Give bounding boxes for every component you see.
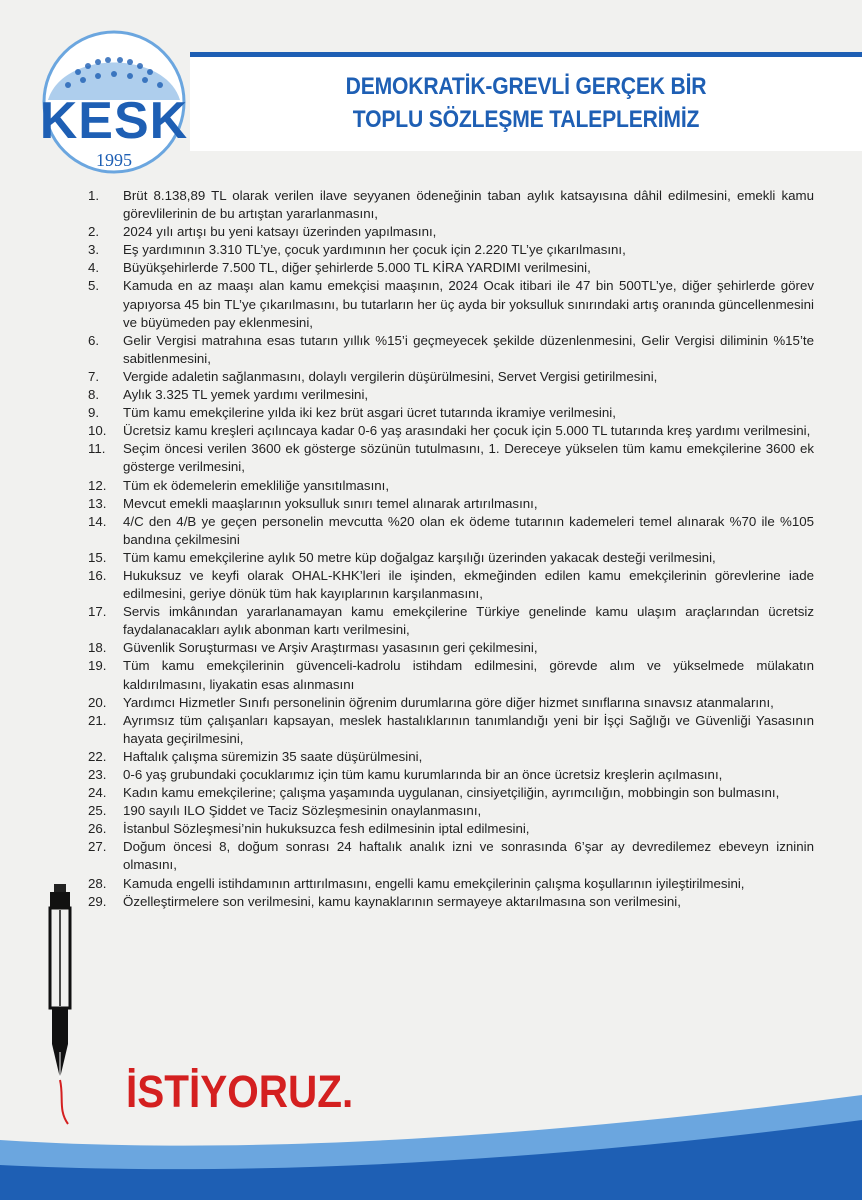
demand-number: 13. xyxy=(88,495,107,511)
demand-text: Brüt 8.138,89 TL olarak verilen ilave seyyanen ödeneğinin taban aylık katsayısına dâhil edilmesini, emekli kamu görevlilerinin de bu artıştan yararlanmasını, xyxy=(123,188,814,222)
demand-text: Yardımcı Hizmetler Sınıfı personelinin öğrenim durumlarına göre diğer hizmet sınıflarına sınavsız atanmalarını, xyxy=(123,694,774,710)
demand-number: 14. xyxy=(88,513,107,529)
demand-item xyxy=(88,802,814,820)
demand-number: 29. xyxy=(88,893,107,909)
demand-text: Tüm kamu emekçilerinin güvenceli-kadrolu istihdam edilmesini, görevde alım ve yükselmede mülakatın kaldırılmasını, liyakatin esas alınmasını xyxy=(123,658,814,692)
kesk-logo-text: KESK xyxy=(39,92,189,150)
demand-item xyxy=(88,712,814,748)
demand-number: 25. xyxy=(88,803,107,819)
demand-number: 7. xyxy=(88,368,100,384)
demand-item xyxy=(88,513,814,549)
demand-item xyxy=(88,694,814,712)
fountain-pen-icon xyxy=(40,882,80,1127)
demand-item xyxy=(88,766,814,784)
demand-text: 0-6 yaş grubundaki çocuklarımız için tüm kamu kurumlarında bir an önce ücretsiz kreşlerin açılmasını, xyxy=(123,767,723,782)
demand-text: Özelleştirmelere son verilmesini, kamu kaynaklarının sermayeye aktarılmasına son verilmesini, xyxy=(123,893,681,909)
demand-item xyxy=(88,748,814,766)
demand-number: 23. xyxy=(88,767,107,782)
demand-item xyxy=(88,259,814,277)
kesk-logo xyxy=(28,30,200,180)
demand-text: Ücretsiz kamu kreşleri açılıncaya kadar 0-6 yaş arasındaki her çocuk için 5.000 TL tutarında kreş yardımı verilmesini, xyxy=(123,423,811,439)
demand-number: 11. xyxy=(88,441,106,457)
demand-text: Güvenlik Soruşturması ve Arşiv Araştırması yasasının geri çekilmesini, xyxy=(123,640,538,656)
demand-text: Ayrımsız tüm çalışanları kapsayan, meslek hastalıklarının tanımlandığı yeni bir İşçi Sağlığı ve Güvenliği Yasasının hayata geçirilmesini, xyxy=(123,712,814,746)
demand-text: 2024 yılı artışı bu yeni katsayı üzerinden yapılmasını, xyxy=(123,224,437,240)
demand-number: 4. xyxy=(88,260,100,276)
demand-item xyxy=(88,820,814,838)
demand-text: İstanbul Sözleşmesi’nin hukuksuzca fesh edilmesinin iptal edilmesini, xyxy=(123,821,530,837)
demand-number: 6. xyxy=(88,332,100,348)
demand-number: 15. xyxy=(88,549,107,565)
demand-text: Gelir Vergisi matrahına esas tutarın yıllık %15’i geçmeyecek şekilde düzenlenmesini, Gelir Vergisi diliminin %15’te sabitlenmesini, xyxy=(123,332,814,366)
demand-number: 12. xyxy=(88,477,107,493)
demand-item xyxy=(88,567,814,603)
demand-item xyxy=(88,893,814,911)
demand-number: 2. xyxy=(88,224,100,240)
demand-item xyxy=(88,422,814,440)
demand-item xyxy=(88,440,814,476)
demand-text: Haftalık çalışma süremizin 35 saate düşürülmesini, xyxy=(123,748,423,764)
demand-item xyxy=(88,332,814,368)
demands-list xyxy=(88,187,814,911)
demand-item xyxy=(88,875,814,893)
demand-text: Tüm ek ödemelerin emekliliğe yansıtılmasını, xyxy=(123,477,390,493)
header-title-line2: TOPLU SÖZLEŞME TALEPLERİMİZ xyxy=(352,106,700,133)
demand-text: Servis imkânından yararlanamayan kamu emekçilerine Türkiye genelinde kamu ulaşım araçlarından ücretsiz faydalanacakları aylık abonman kartı verilmesini, xyxy=(123,604,814,638)
demand-item xyxy=(88,277,814,331)
demand-item xyxy=(88,639,814,657)
demand-number: 5. xyxy=(88,278,100,294)
demand-number: 24. xyxy=(88,785,107,801)
demand-text: Hukuksuz ve keyfi olarak OHAL-KHK’leri ile işinden, ekmeğinden edilen kamu emekçilerinin görevlerine iade edilmesini, geriye dönük tüm hak kayıplarının karşılanmasını, xyxy=(123,567,814,602)
demand-text: Seçim öncesi verilen 3600 ek gösterge sözünün tutulmasını, 1. Dereceye yükselen tüm kamu emekçilerine 3600 ek gösterge verilmesini, xyxy=(123,441,814,475)
demand-text: Aylık 3.325 TL yemek yardımı verilmesini, xyxy=(123,387,369,403)
demand-text: 190 sayılı ILO Şiddet ve Taciz Sözleşmesinin onaylanmasını, xyxy=(123,803,482,819)
demand-item xyxy=(88,223,814,241)
demand-number: 26. xyxy=(88,821,107,837)
demand-text: Tüm kamu emekçilerine yılda iki kez brüt asgari ücret tutarında ikramiye verilmesini, xyxy=(123,405,616,421)
demand-number: 22. xyxy=(88,748,107,764)
demand-text: 4/C den 4/B ye geçen personelin mevcutta %20 olan ek ödeme tutarının kademeleri temel alınarak %70 ile %105 bandına çekilmesini xyxy=(123,513,814,547)
demand-text: Vergide adaletin sağlanmasını, dolaylı vergilerin düşürülmesini, Servet Vergisi getirilmesini, xyxy=(123,368,658,384)
demand-text: Kamuda en az maaşı alan kamu emekçisi maaşının, 2024 Ocak itibari ile 47 bin 500TL’ye, diğer şehirlerde görev yapıyorsa 45 bin TL’ye çıkarılmasını, bu tutarların her üç ayda bir yoksulluk sınırındaki artış oranında güncellenmesini ve büyümeden pay eklenmesini, xyxy=(123,278,814,330)
demand-text: Kamuda engelli istihdamının arttırılmasını, engelli kamu emekçilerinin çalışma koşullarının iyileştirilmesini, xyxy=(123,875,745,891)
closing-statement: İSTİYORUZ. xyxy=(126,1066,354,1117)
demand-item xyxy=(88,784,814,802)
demand-item xyxy=(88,657,814,693)
demand-number: 19. xyxy=(88,658,107,674)
demand-item xyxy=(88,386,814,404)
demand-text: Büyükşehirlerde 7.500 TL, diğer şehirlerde 5.000 TL KİRA YARDIMI verilmesini, xyxy=(123,260,591,276)
demand-text: Kadın kamu emekçilerine; çalışma yaşamında uygulanan, cinsiyetçiliğin, ayrımcılığın, mobbingin son bulmasını, xyxy=(123,785,780,801)
demand-item xyxy=(88,404,814,422)
demand-number: 21. xyxy=(88,712,107,728)
demand-number: 20. xyxy=(88,694,107,710)
demand-number: 10. xyxy=(88,423,107,439)
demand-item xyxy=(88,603,814,639)
demand-text: Tüm kamu emekçilerine aylık 50 metre küp doğalgaz karşılığı üzerinden yakacak desteği verilmesini, xyxy=(123,549,716,565)
demand-number: 17. xyxy=(88,604,107,620)
demand-number: 28. xyxy=(88,875,107,891)
demand-text: Eş yardımının 3.310 TL’ye, çocuk yardımının her çocuk için 2.220 TL’ye çıkarılmasını, xyxy=(123,242,626,258)
demand-number: 18. xyxy=(88,640,107,656)
demand-item xyxy=(88,838,814,874)
demand-number: 1. xyxy=(88,188,100,203)
demand-number: 27. xyxy=(88,839,107,855)
demand-item xyxy=(88,477,814,495)
kesk-logo-year: 1995 xyxy=(96,150,132,170)
demand-text: Mevcut emekli maaşlarının yoksulluk sınırı temel alınarak artırılmasını, xyxy=(123,495,538,511)
demand-item xyxy=(88,549,814,567)
demand-number: 3. xyxy=(88,242,100,258)
demand-text: Doğum öncesi 8, doğum sonrası 24 haftalık analık izni ve sonrasında 6’şar ay devredilemez ebeveyn izninin olmasını, xyxy=(123,839,814,873)
demand-item xyxy=(88,368,814,386)
demand-item xyxy=(88,187,814,223)
demand-number: 16. xyxy=(88,567,107,583)
demand-number: 8. xyxy=(88,387,100,403)
demand-item xyxy=(88,495,814,513)
header-banner xyxy=(190,57,862,151)
demand-number: 9. xyxy=(88,405,100,421)
demand-item xyxy=(88,241,814,259)
header-title-line1: DEMOKRATİK-GREVLİ GERÇEK BİR xyxy=(345,73,707,100)
